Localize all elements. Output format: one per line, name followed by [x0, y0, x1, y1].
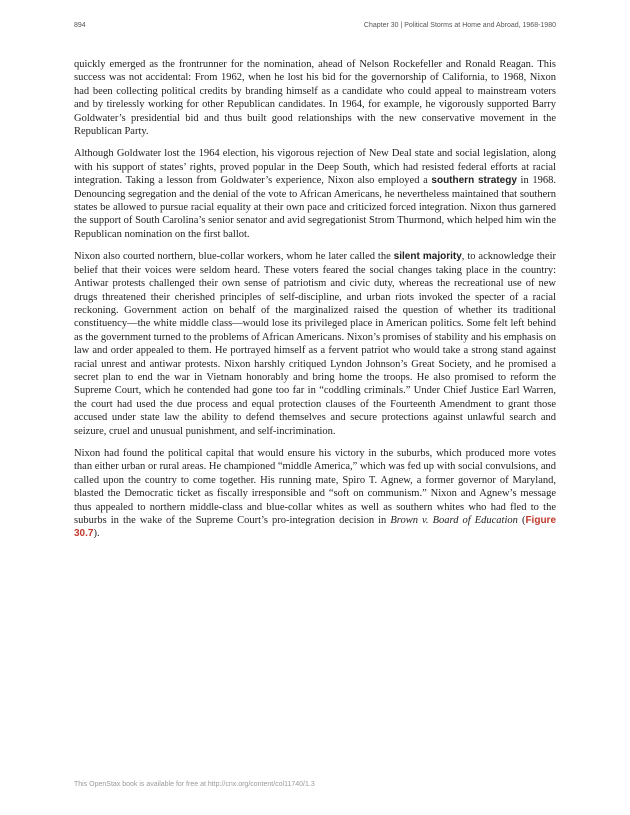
paragraph-text: in 1968. Denouncing segregation and the denial of the vote to African Americans, he nevertheless maintained that southern states be allowed to pursue racial equality at their own pace and criticized forced integration. Nixon thus garnered the support of South Carolina’s senior senator and avid segregationist Strom Thurmond, which helped him win the Republican nomination on the first ballot. — [74, 175, 556, 240]
key-term-silent-majority: silent majority — [393, 251, 462, 263]
paragraph-text: Although Goldwater lost the 1964 election, his vigorous rejection of New Deal state and social legislation, along with his support of states’ rights, proved popular in the Deep South, which had resisted federal efforts at racial integration. Taking a lesson from Goldwater’s experience, Nixon also employed a — [74, 148, 556, 187]
key-term-southern-strategy: southern strategy — [431, 175, 517, 187]
page-header — [74, 22, 556, 36]
paragraph-text: Nixon also courted northern, blue-collar workers, whom he later called the — [74, 251, 394, 263]
page-footer: This OpenStax book is available for free at http://cnx.org/content/col11740/1.3 — [74, 781, 315, 788]
chapter-title: Chapter 30 | Political Storms at Home and Abroad, 1968-1980 — [363, 22, 556, 29]
paragraph-text: ( — [517, 515, 526, 526]
body-text — [74, 58, 556, 550]
paragraph-text: Nixon had found the political capital that would ensure his victory in the suburbs, which produced more votes than either urban or rural areas. He championed “middle America,” which was fed up with social convulsions, and called upon the country to come together. His running mate, Spiro T. Agnew, a former governor of Maryland, blasted the Democratic ticket as fiscally irresponsible and “soft on communism.” Nixon and Agnew’s message thus appealed to northern middle-class and blue-collar whites as well as southern whites who had fled to the suburbs in the wake of the Supreme Court’s pro-integration decision in — [74, 447, 556, 526]
page-number: 894 — [74, 22, 86, 29]
paragraph-3 — [74, 250, 556, 438]
paragraph-2 — [74, 147, 556, 241]
paragraph-text: ). — [93, 528, 100, 540]
paragraph-text: quickly emerged as the frontrunner for the nomination, ahead of Nelson Rockefeller and Ronald Reagan. This success was not accidental: From 1962, when he lost his bid for the governorship of California, to 1968, Nixon had been collecting political credits by branding himself as a candidate who could appeal to mainstream voters and by tirelessly working for other Republican candidates. In 1964, for example, he vigorously supported Barry Goldwater’s presidential bid and thus built good relationships with the new conservative movement in the Republican Party. — [74, 59, 556, 138]
case-name: Brown v. Board of Education — [390, 515, 518, 526]
paragraph-text: , to acknowledge their belief that their voices were seldom heard. These voters feared the social changes taking place in the country: Antiwar protests challenged their own sense of patriotism and civic duty, whereas the recreational use of new drugs threatened their cherished principles of self-discipline, and urban riots invoked the specter of a racial reckoning. Government action on behalf of the marginalized raised the question of whether its traditional constituency—the white middle class—would lose its privileged place in American politics. Some felt left behind as the government turned to the problems of African Americans. Nixon’s promises of stability and his emphasis on law and order appealed to them. He portrayed himself as a fervent patriot who would take a strong stand against racial unrest and antiwar protests. Nixon harshly critiqued Lyndon Johnson’s Great Society, and he promised a secret plan to end the war in Vietnam honorably and bring home the troops. He also promised to reform the Supreme Court, which he contended had gone too far in “coddling criminals.” Under Chief Justice Earl Warren, the court had used the due process and equal protection clauses of the Fourteenth Amendment to grant those accused under state law the ability to defend themselves and secure protections against unlawful search and seizure, cruel and unusual punishment, and self-incrimination. — [74, 251, 556, 437]
paragraph-1 — [74, 58, 556, 138]
figure-reference-link[interactable]: Figure 30.7 — [74, 515, 557, 540]
paragraph-4 — [74, 447, 556, 541]
